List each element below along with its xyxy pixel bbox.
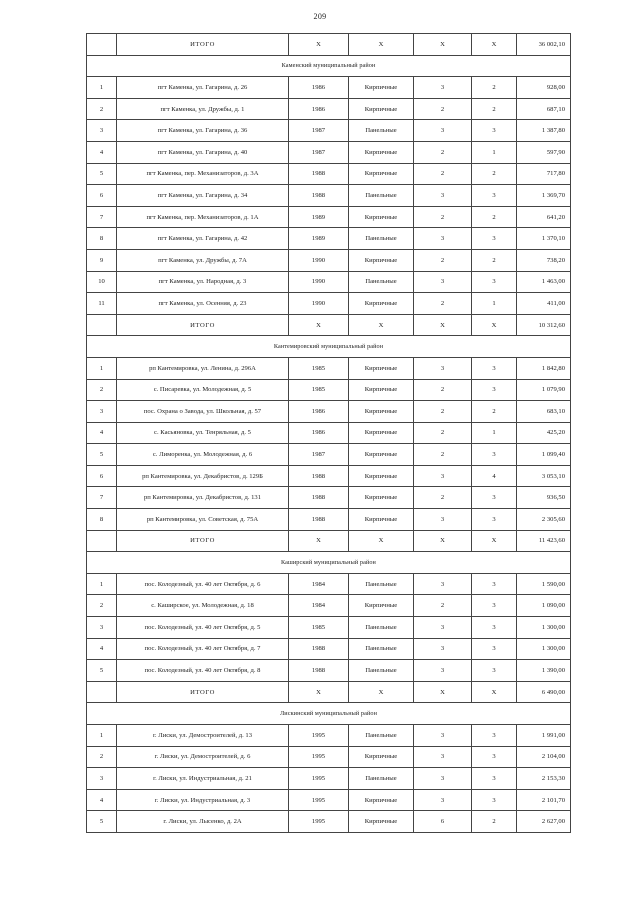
row-wall-material: Панельные bbox=[349, 638, 414, 660]
row-address: г. Лиски, ул. Индустриальная, д. 3 bbox=[117, 789, 289, 811]
total-x-cell: Х bbox=[472, 314, 517, 336]
row-wall-material: Кирпичные bbox=[349, 444, 414, 466]
row-entrances: 2 bbox=[472, 206, 517, 228]
row-address: пгт Каменка, пер. Механизаторов, д. 3А bbox=[117, 163, 289, 185]
section-header-row bbox=[87, 55, 571, 77]
row-cost: 1 079,90 bbox=[517, 379, 571, 401]
row-number: 3 bbox=[87, 401, 117, 423]
row-floors: 3 bbox=[414, 617, 472, 639]
row-wall-material: Кирпичные bbox=[349, 249, 414, 271]
section-title: Каширский муниципальный район bbox=[87, 552, 571, 574]
table-row bbox=[87, 638, 571, 660]
row-year: 1985 bbox=[289, 357, 349, 379]
row-year: 1988 bbox=[289, 465, 349, 487]
total-x-cell: Х bbox=[349, 34, 414, 56]
row-cost: 1 590,00 bbox=[517, 573, 571, 595]
row-year: 1989 bbox=[289, 206, 349, 228]
row-number: 10 bbox=[87, 271, 117, 293]
table-row bbox=[87, 595, 571, 617]
table-row bbox=[87, 509, 571, 531]
page-number: 209 bbox=[313, 12, 327, 21]
row-floors: 2 bbox=[414, 98, 472, 120]
total-x-cell: Х bbox=[289, 314, 349, 336]
row-wall-material: Кирпичные bbox=[349, 487, 414, 509]
row-year: 1990 bbox=[289, 271, 349, 293]
row-number: 5 bbox=[87, 444, 117, 466]
row-year: 1987 bbox=[289, 120, 349, 142]
total-label: ИТОГО bbox=[117, 34, 289, 56]
row-cost: 1 842,80 bbox=[517, 357, 571, 379]
total-label: ИТОГО bbox=[117, 681, 289, 703]
row-entrances: 3 bbox=[472, 725, 517, 747]
row-floors: 2 bbox=[414, 163, 472, 185]
table-row bbox=[87, 487, 571, 509]
row-entrances: 3 bbox=[472, 357, 517, 379]
row-number: 1 bbox=[87, 725, 117, 747]
row-address: пгт Каменка, ул. Дружбы, д. 1 bbox=[117, 98, 289, 120]
row-cost: 2 104,00 bbox=[517, 746, 571, 768]
row-wall-material: Панельные bbox=[349, 271, 414, 293]
row-cost: 2 153,30 bbox=[517, 768, 571, 790]
row-number: 3 bbox=[87, 120, 117, 142]
row-address: пгт Каменка, ул. Гагарина, д. 40 bbox=[117, 141, 289, 163]
table-row bbox=[87, 444, 571, 466]
row-cost: 1 370,10 bbox=[517, 228, 571, 250]
row-cost: 641,20 bbox=[517, 206, 571, 228]
row-wall-material: Панельные bbox=[349, 768, 414, 790]
row-floors: 2 bbox=[414, 249, 472, 271]
row-address: г. Лиски, ул. Демостроителей, д. 13 bbox=[117, 725, 289, 747]
row-wall-material: Панельные bbox=[349, 617, 414, 639]
total-x-cell: Х bbox=[349, 314, 414, 336]
row-wall-material: Кирпичные bbox=[349, 163, 414, 185]
row-address: пгт Каменка, ул. Осенняя, д. 23 bbox=[117, 293, 289, 315]
row-floors: 2 bbox=[414, 444, 472, 466]
row-address: пгт Каменка, ул. Дружбы, д. 7А bbox=[117, 249, 289, 271]
total-x-cell: Х bbox=[289, 34, 349, 56]
row-cost: 1 991,00 bbox=[517, 725, 571, 747]
row-entrances: 2 bbox=[472, 811, 517, 833]
row-year: 1986 bbox=[289, 77, 349, 99]
row-wall-material: Панельные bbox=[349, 185, 414, 207]
row-entrances: 2 bbox=[472, 98, 517, 120]
row-address: пгт Каменка, ул. Гагарина, д. 26 bbox=[117, 77, 289, 99]
section-title: Лискинский муниципальный район bbox=[87, 703, 571, 725]
total-number-cell bbox=[87, 314, 117, 336]
row-wall-material: Кирпичные bbox=[349, 509, 414, 531]
row-cost: 2 101,70 bbox=[517, 789, 571, 811]
row-floors: 2 bbox=[414, 379, 472, 401]
row-year: 1984 bbox=[289, 595, 349, 617]
row-address: рп Кантемировка, ул. Декабристов, д. 129Б bbox=[117, 465, 289, 487]
row-wall-material: Кирпичные bbox=[349, 789, 414, 811]
row-number: 6 bbox=[87, 465, 117, 487]
total-x-cell: Х bbox=[289, 681, 349, 703]
row-number: 1 bbox=[87, 573, 117, 595]
row-year: 1995 bbox=[289, 811, 349, 833]
row-year: 1985 bbox=[289, 379, 349, 401]
total-x-cell: Х bbox=[472, 34, 517, 56]
total-number-cell bbox=[87, 681, 117, 703]
row-floors: 3 bbox=[414, 573, 472, 595]
table-row bbox=[87, 617, 571, 639]
row-entrances: 1 bbox=[472, 422, 517, 444]
row-cost: 738,20 bbox=[517, 249, 571, 271]
row-cost: 1 300,00 bbox=[517, 617, 571, 639]
total-row bbox=[87, 34, 571, 56]
total-x-cell: Х bbox=[472, 681, 517, 703]
table-row bbox=[87, 768, 571, 790]
row-entrances: 3 bbox=[472, 228, 517, 250]
row-floors: 3 bbox=[414, 638, 472, 660]
table-row bbox=[87, 206, 571, 228]
row-address: с. Лиморенка, ул. Молодежная, д. 6 bbox=[117, 444, 289, 466]
row-year: 1988 bbox=[289, 163, 349, 185]
row-number: 7 bbox=[87, 206, 117, 228]
row-entrances: 3 bbox=[472, 595, 517, 617]
row-address: пгт Каменка, ул. Народная, д. 3 bbox=[117, 271, 289, 293]
row-number: 2 bbox=[87, 98, 117, 120]
row-year: 1984 bbox=[289, 573, 349, 595]
total-x-cell: Х bbox=[349, 681, 414, 703]
row-number: 1 bbox=[87, 357, 117, 379]
row-address: г. Лиски, ул. Демостроителей, д. 6 bbox=[117, 746, 289, 768]
row-entrances: 3 bbox=[472, 638, 517, 660]
table-row bbox=[87, 465, 571, 487]
row-address: пос. Колодезный, ул. 40 лет Октября, д. 5 bbox=[117, 617, 289, 639]
row-cost: 411,00 bbox=[517, 293, 571, 315]
row-wall-material: Кирпичные bbox=[349, 293, 414, 315]
row-cost: 687,10 bbox=[517, 98, 571, 120]
table-row bbox=[87, 141, 571, 163]
section-header-row bbox=[87, 552, 571, 574]
row-floors: 3 bbox=[414, 509, 472, 531]
total-label: ИТОГО bbox=[117, 530, 289, 552]
row-year: 1990 bbox=[289, 249, 349, 271]
row-cost: 1 390,00 bbox=[517, 660, 571, 682]
row-entrances: 3 bbox=[472, 271, 517, 293]
row-floors: 2 bbox=[414, 293, 472, 315]
row-entrances: 2 bbox=[472, 163, 517, 185]
row-wall-material: Кирпичные bbox=[349, 595, 414, 617]
section-header-row bbox=[87, 703, 571, 725]
row-cost: 425,20 bbox=[517, 422, 571, 444]
section-title: Каменский муниципальный район bbox=[87, 55, 571, 77]
row-number: 11 bbox=[87, 293, 117, 315]
row-entrances: 3 bbox=[472, 487, 517, 509]
table-row bbox=[87, 271, 571, 293]
row-number: 7 bbox=[87, 487, 117, 509]
table-row bbox=[87, 811, 571, 833]
row-entrances: 3 bbox=[472, 509, 517, 531]
row-number: 2 bbox=[87, 595, 117, 617]
row-wall-material: Кирпичные bbox=[349, 422, 414, 444]
row-wall-material: Кирпичные bbox=[349, 379, 414, 401]
row-number: 8 bbox=[87, 228, 117, 250]
row-number: 3 bbox=[87, 768, 117, 790]
row-entrances: 3 bbox=[472, 120, 517, 142]
row-number: 2 bbox=[87, 746, 117, 768]
row-floors: 3 bbox=[414, 768, 472, 790]
row-entrances: 2 bbox=[472, 77, 517, 99]
total-row bbox=[87, 681, 571, 703]
row-floors: 2 bbox=[414, 141, 472, 163]
row-cost: 3 053,10 bbox=[517, 465, 571, 487]
row-number: 5 bbox=[87, 163, 117, 185]
row-year: 1988 bbox=[289, 185, 349, 207]
row-number: 4 bbox=[87, 141, 117, 163]
row-year: 1995 bbox=[289, 746, 349, 768]
total-x-cell: Х bbox=[414, 314, 472, 336]
row-year: 1987 bbox=[289, 444, 349, 466]
row-number: 5 bbox=[87, 660, 117, 682]
row-floors: 2 bbox=[414, 401, 472, 423]
row-number: 2 bbox=[87, 379, 117, 401]
row-entrances: 1 bbox=[472, 141, 517, 163]
row-number: 4 bbox=[87, 638, 117, 660]
row-address: пос. Колодезный, ул. 40 лет Октября, д. 8 bbox=[117, 660, 289, 682]
row-wall-material: Панельные bbox=[349, 573, 414, 595]
row-entrances: 3 bbox=[472, 660, 517, 682]
row-floors: 3 bbox=[414, 746, 472, 768]
row-wall-material: Панельные bbox=[349, 120, 414, 142]
total-number-cell bbox=[87, 530, 117, 552]
row-number: 6 bbox=[87, 185, 117, 207]
row-year: 1988 bbox=[289, 509, 349, 531]
row-entrances: 3 bbox=[472, 379, 517, 401]
row-entrances: 3 bbox=[472, 185, 517, 207]
row-number: 9 bbox=[87, 249, 117, 271]
row-entrances: 1 bbox=[472, 293, 517, 315]
row-address: г. Лиски, ул. Индустриальная, д. 21 bbox=[117, 768, 289, 790]
row-address: пгт Каменка, пер. Механизаторов, д. 1А bbox=[117, 206, 289, 228]
row-cost: 717,80 bbox=[517, 163, 571, 185]
row-year: 1986 bbox=[289, 422, 349, 444]
row-cost: 1 300,00 bbox=[517, 638, 571, 660]
row-floors: 3 bbox=[414, 465, 472, 487]
row-address: с. Писаревка, ул. Молодежная, д. 5 bbox=[117, 379, 289, 401]
row-entrances: 3 bbox=[472, 617, 517, 639]
row-floors: 2 bbox=[414, 595, 472, 617]
row-cost: 2 627,00 bbox=[517, 811, 571, 833]
row-address: пгт Каменка, ул. Гагарина, д. 36 bbox=[117, 120, 289, 142]
row-floors: 3 bbox=[414, 725, 472, 747]
total-cost: 36 002,10 bbox=[517, 34, 571, 56]
table-row bbox=[87, 120, 571, 142]
table-row bbox=[87, 746, 571, 768]
table-row bbox=[87, 422, 571, 444]
row-entrances: 3 bbox=[472, 573, 517, 595]
row-number: 1 bbox=[87, 77, 117, 99]
row-wall-material: Панельные bbox=[349, 228, 414, 250]
row-cost: 683,10 bbox=[517, 401, 571, 423]
row-year: 1986 bbox=[289, 98, 349, 120]
table-row bbox=[87, 725, 571, 747]
row-floors: 3 bbox=[414, 228, 472, 250]
section-header-row bbox=[87, 336, 571, 358]
row-wall-material: Кирпичные bbox=[349, 401, 414, 423]
total-x-cell: Х bbox=[349, 530, 414, 552]
row-address: пгт Каменка, ул. Гагарина, д. 42 bbox=[117, 228, 289, 250]
total-number-cell bbox=[87, 34, 117, 56]
row-number: 4 bbox=[87, 789, 117, 811]
housing-table-body bbox=[87, 34, 571, 833]
row-address: с. Касьяновка, ул. Тенряльная, д. 5 bbox=[117, 422, 289, 444]
total-cost: 10 312,60 bbox=[517, 314, 571, 336]
row-cost: 1 369,70 bbox=[517, 185, 571, 207]
row-cost: 1 463,00 bbox=[517, 271, 571, 293]
row-year: 1988 bbox=[289, 638, 349, 660]
row-wall-material: Кирпичные bbox=[349, 98, 414, 120]
row-entrances: 3 bbox=[472, 444, 517, 466]
row-address: рп Кантемировка, ул. Ленина, д. 296А bbox=[117, 357, 289, 379]
row-cost: 597,90 bbox=[517, 141, 571, 163]
row-year: 1987 bbox=[289, 141, 349, 163]
row-year: 1995 bbox=[289, 768, 349, 790]
row-floors: 2 bbox=[414, 487, 472, 509]
table-row bbox=[87, 185, 571, 207]
row-floors: 3 bbox=[414, 660, 472, 682]
row-address: пгт Каменка, ул. Гагарина, д. 34 bbox=[117, 185, 289, 207]
table-row bbox=[87, 789, 571, 811]
row-wall-material: Кирпичные bbox=[349, 141, 414, 163]
table-row bbox=[87, 401, 571, 423]
row-entrances: 2 bbox=[472, 401, 517, 423]
section-title: Кантемировский муниципальный район bbox=[87, 336, 571, 358]
row-year: 1985 bbox=[289, 617, 349, 639]
row-cost: 928,00 bbox=[517, 77, 571, 99]
table-row bbox=[87, 573, 571, 595]
row-address: пос. Колодезный, ул. 40 лет Октября, д. 7 bbox=[117, 638, 289, 660]
total-x-cell: Х bbox=[289, 530, 349, 552]
row-cost: 1 387,80 bbox=[517, 120, 571, 142]
table-row bbox=[87, 357, 571, 379]
row-entrances: 3 bbox=[472, 768, 517, 790]
row-floors: 3 bbox=[414, 77, 472, 99]
row-wall-material: Кирпичные bbox=[349, 206, 414, 228]
row-year: 1988 bbox=[289, 660, 349, 682]
row-address: рп Кантемировка, ул. Советская, д. 75А bbox=[117, 509, 289, 531]
total-x-cell: Х bbox=[414, 530, 472, 552]
table-row bbox=[87, 249, 571, 271]
table-row bbox=[87, 293, 571, 315]
row-wall-material: Кирпичные bbox=[349, 465, 414, 487]
row-address: пос. Охрана о Завода, ул. Школьная, д. 57 bbox=[117, 401, 289, 423]
row-number: 5 bbox=[87, 811, 117, 833]
row-entrances: 2 bbox=[472, 249, 517, 271]
row-number: 4 bbox=[87, 422, 117, 444]
row-floors: 3 bbox=[414, 120, 472, 142]
row-floors: 2 bbox=[414, 206, 472, 228]
housing-table bbox=[86, 33, 571, 833]
row-floors: 3 bbox=[414, 185, 472, 207]
row-entrances: 3 bbox=[472, 789, 517, 811]
row-wall-material: Кирпичные bbox=[349, 77, 414, 99]
row-cost: 1 090,00 bbox=[517, 595, 571, 617]
row-floors: 3 bbox=[414, 789, 472, 811]
row-wall-material: Кирпичные bbox=[349, 746, 414, 768]
total-row bbox=[87, 530, 571, 552]
total-cost: 11 423,60 bbox=[517, 530, 571, 552]
row-floors: 3 bbox=[414, 357, 472, 379]
row-year: 1995 bbox=[289, 789, 349, 811]
row-address: г. Лиски, ул. Лысенко, д. 2А bbox=[117, 811, 289, 833]
row-entrances: 3 bbox=[472, 746, 517, 768]
row-cost: 2 305,60 bbox=[517, 509, 571, 531]
total-x-cell: Х bbox=[472, 530, 517, 552]
row-year: 1990 bbox=[289, 293, 349, 315]
table-row bbox=[87, 77, 571, 99]
row-address: пос. Колодезный, ул. 40 лет Октября, д. 6 bbox=[117, 573, 289, 595]
row-entrances: 4 bbox=[472, 465, 517, 487]
total-x-cell: Х bbox=[414, 34, 472, 56]
table-row bbox=[87, 163, 571, 185]
row-wall-material: Кирпичные bbox=[349, 811, 414, 833]
table-row bbox=[87, 660, 571, 682]
row-floors: 2 bbox=[414, 422, 472, 444]
row-floors: 3 bbox=[414, 271, 472, 293]
total-x-cell: Х bbox=[414, 681, 472, 703]
row-floors: 6 bbox=[414, 811, 472, 833]
row-address: с. Каширское, ул. Молодежная, д. 18 bbox=[117, 595, 289, 617]
table-row bbox=[87, 228, 571, 250]
total-cost: 6 490,00 bbox=[517, 681, 571, 703]
total-row bbox=[87, 314, 571, 336]
row-number: 8 bbox=[87, 509, 117, 531]
row-wall-material: Панельные bbox=[349, 660, 414, 682]
row-wall-material: Панельные bbox=[349, 725, 414, 747]
table-row bbox=[87, 98, 571, 120]
row-cost: 1 099,40 bbox=[517, 444, 571, 466]
row-year: 1986 bbox=[289, 401, 349, 423]
row-wall-material: Кирпичные bbox=[349, 357, 414, 379]
total-label: ИТОГО bbox=[117, 314, 289, 336]
row-year: 1989 bbox=[289, 228, 349, 250]
row-cost: 936,50 bbox=[517, 487, 571, 509]
row-year: 1988 bbox=[289, 487, 349, 509]
row-number: 3 bbox=[87, 617, 117, 639]
row-year: 1995 bbox=[289, 725, 349, 747]
table-row bbox=[87, 379, 571, 401]
row-address: рп Кантемировка, ул. Декабристов, д. 131 bbox=[117, 487, 289, 509]
